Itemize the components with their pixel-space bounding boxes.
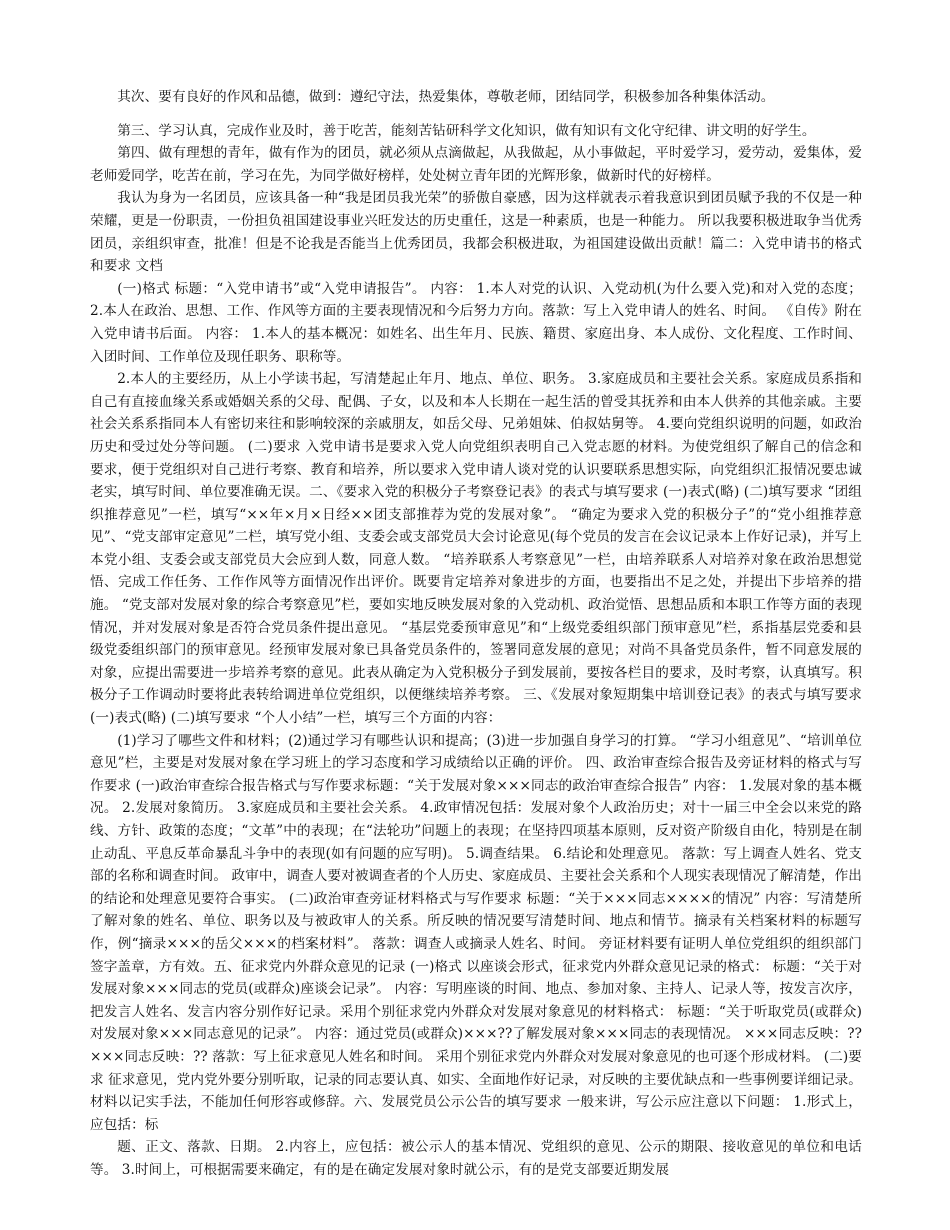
paragraph-3: 第四、做有理想的青年，做有作为的团员，就必须从点滴做起，从我做起，从小事做起，平时爱学习，爱劳动，爱集体，爱老师爱同学，吃苦在前，学习在先，为同学做好榜样，处处树立青年团的光辉形象，做新时代的好榜样。	[90, 145, 862, 184]
paragraph-8: 题、正文、落款、日期。 2.内容上，应包括：被公示人的基本情况、党组织的意见、公示的期限、接收意见的单位和电话等。 3.时间上，可根据需要来确定，有的是在确定发展对象时就公示，有的是党支部要近期发展	[90, 1139, 862, 1178]
paragraph-2: 第三、学习认真，完成作业及时，善于吃苦，能刻苦钻研科学文化知识，做有知识有文化守纪律、讲文明的好学生。	[117, 122, 816, 139]
paragraph-6: 2.本人的主要经历，从上小学读书起，写清楚起止年月、地点、单位、职务。 3.家庭成员和主要社会关系。家庭成员系指和自己有直接血缘关系或婚姻关系的父母、配偶、子女，以及和本人长期在一起生活的曾受其抚养和由本人供养的其他亲戚。主要社会关系系指同本人有密切来往和影响较深的亲戚朋友，如岳父母、兄弟姐妹、伯叔姑舅等。 4.要向党组织说明的问题，如政治历史和受过处分等问题。 (二)要求 入党申请书是要求入党人向党组织表明自己入党志愿的材料。为使党组织了解自己的信念和要求，便于党组织对自己进行考察、教育和培养，所以要求入党申请人谈对党的认识要联系思想实际，向党组织汇报情况要忠诚老实，填写时间、单位要准确无误。二、《要求入党的积极分子考察登记表》的表式与填写要求 (一)表式(略) (二)填写要求 “团组织推荐意见”一栏，填写“××年×月×日经××团支部推荐为党的发展对象”。 “确定为要求入党的积极分子”的“党小组推荐意见”、“党支部审定意见”二栏，填写党小组、支委会或支部党员大会讨论意见(每个党员的发言在会议记录本上作好记录)，并写上本党小组、支委会或支部党员大会应到人数，同意人数。 “培养联系人考察意见”一栏，由培养联系人对培养对象在政治思想觉悟、完成工作任务、工作作风等方面情况作出评价。既要肯定培养对象进步的方面，也要指出不足之处，并提出下步培养的措施。 “党支部对发展对象的综合考察意见”栏，要如实地反映发展对象的入党动机、政治觉悟、思想品质和本职工作等方面的表现情况，并对发展对象是否符合党员条件提出意见。 “基层党委预审意见”和“上级党委组织部门预审意见”栏，系指基层党委和县级党委组织部门的预审意见。经预审发展对象已具备党员条件的，签署同意发展的意见；对尚不具备党员条件，暂不同意发展的对象，应提出需要进一步培养考察的意见。此表从确定为入党积极分子到发展前，要按各栏目的要求，及时考察，认真填写。积极分子工作调动时要将此表转给调进单位党组织，以便继续培养考察。 三、《发展对象短期集中培训登记表》的表式与填写要求 (一)表式(略) (二)填写要求 “个人小结”一栏，填写三个方面的内容：	[90, 371, 862, 727]
paragraph-1: 其次、要有良好的作风和品德，做到：遵纪守法，热爱集体，尊敬老师，团结同学，积极参加各种集体活动。	[117, 89, 775, 105]
paragraph-4: 我认为身为一名团员，应该具备一种“我是团员我光荣”的骄傲自豪感，因为这样就表示着我意识到团员赋予我的不仅是一种荣耀，更是一份职责，一份担负祖国建设事业兴旺发达的历史重任，这是一种素质，也是一种能力。 所以我要积极进取争当优秀团员，亲组织审查，批准！但是不论我是否能当上优秀团员，我都会积极进取，为祖国建设做出贡献！篇二：入党申请书的格式和要求 文档	[90, 190, 862, 275]
document-body	[90, 86, 862, 1182]
paragraph-gap	[90, 109, 862, 120]
paragraph-7: (1)学习了哪些文件和材料；(2)通过学习有哪些认识和提高；(3)进一步加强自身学习的打算。 “学习小组意见”、“培训单位意见”栏，主要是对发展对象在学习班上的学习态度和学习成绩给以正确的评价。 四、政治审查综合报告及旁证材料的格式与写作要求 (一)政治审查综合报告格式与写作要求标题：“关于发展对象×××同志的政治审查综合报告” 内容： 1.发展对象的基本概况。 2.发展对象简历。 3.家庭成员和主要社会关系。 4.政审情况包括：发展对象个人政治历史；对十一届三中全会以来党的路线、方针、政策的态度；“文革”中的表现；在“法轮功”问题上的表现；在坚持四项基本原则，反对资产阶级自由化，特别是在制止动乱、平息反革命暴乱斗争中的表现(如有问题的应写明)。 5.调查结果。 6.结论和处理意见。 落款：写上调查人姓名、党支部的名称和调查时间。 政审中，调查人要对被调查者的个人历史、家庭成员、主要社会关系和个人现实表现情况了解清楚，作出的结论和处理意见要符合事实。 (二)政治审查旁证材料格式与写作要求 标题：“关于×××同志××××的情况” 内容：写清楚所了解对象的姓名、单位、职务以及与被政审人的关系。所反映的情况要写清楚时间、地点和情节。摘录有关档案材料的标题写作，例“摘录×××的岳父×××的档案材料”。 落款：调查人或摘录人姓名、时间。 旁证材料要有证明人单位党组织的组织部门签字盖章，方有效。五、征求党内外群众意见的记录 (一)格式 以座谈会形式，征求党内外群众意见记录的格式： 标题：“关于对发展对象×××同志的党员(或群众)座谈会记录”。 内容：写明座谈的时间、地点、参加对象、主持人、记录人等，按发言次序，把发言人姓名、发言内容分别作好记录。采用个别征求党内外群众对发展对象意见的材料格式： 标题：“关于听取党员(或群众)对发展对象×××同志意见的记录”。 内容：通过党员(或群众)×××??了解发展对象×××同志的表现情况。 ×××同志反映：?? ×××同志反映：?? 落款：写上征求意见人姓名和时间。 采用个别征求党内外群众对发展对象意见的也可逐个形成材料。 (二)要求 征求意见，党内党外要分别听取，记录的同志要认真、如实、全面地作好记录，对反映的主要优缺点和一些事例要详细记录。材料以记实手法，不能加任何形容或修辞。六、发展党员公示公告的填写要求 一般来讲，写公示应注意以下问题： 1.形式上，应包括：标	[90, 732, 862, 1133]
paragraph-5: (一)格式 标题：“入党申请书”或“入党申请报告”。 内容： 1.本人对党的认识、入党动机(为什么要入党)和对入党的态度； 2.本人在政治、思想、工作、作风等方面的主要表现情况和今后努力方向。落款：写上入党申请人的姓名、时间。 《自传》附在入党申请书后面。 内容： 1.本人的基本概况：如姓名、出生年月、民族、籍贯、家庭出身、本人成份、文化程度、工作时间、入团时间、工作单位及现任职务、职称等。	[90, 280, 862, 365]
